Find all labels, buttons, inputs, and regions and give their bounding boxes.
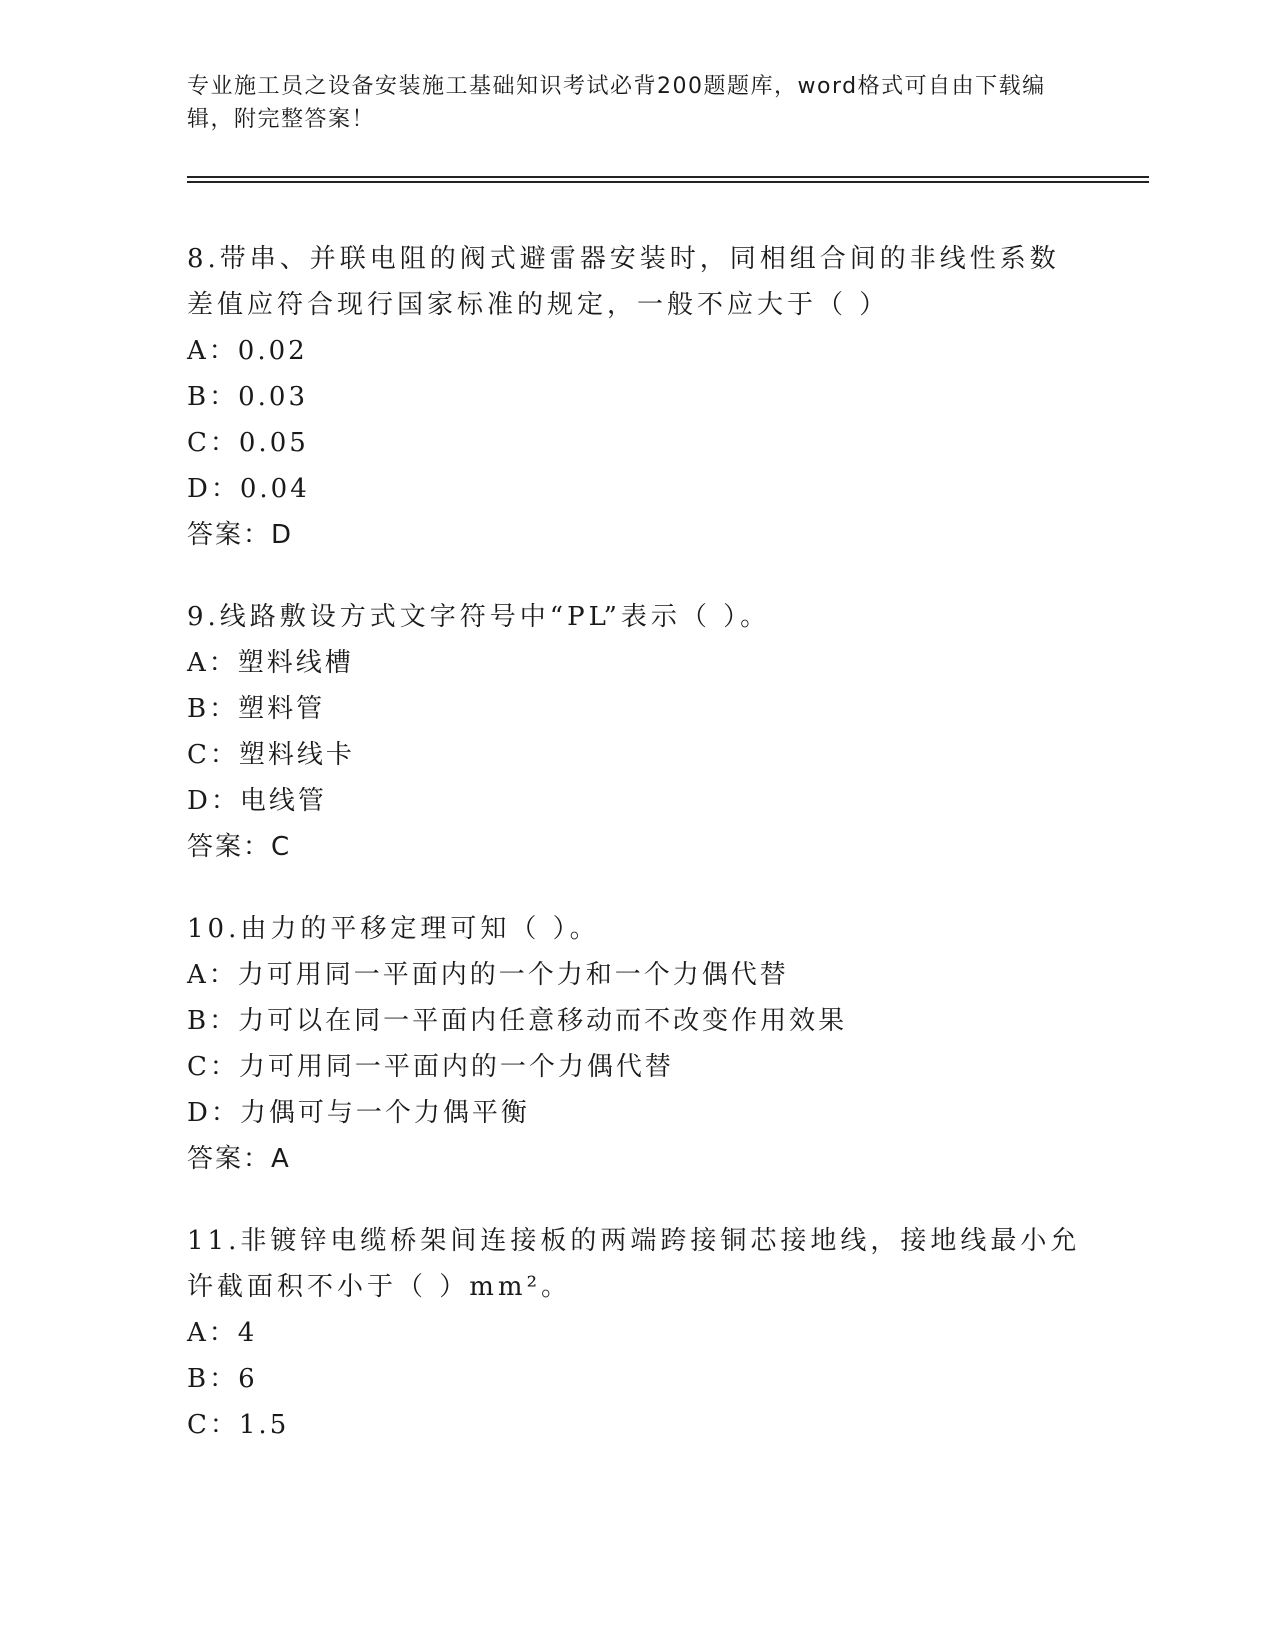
option-b: B：塑料管 <box>187 694 326 724</box>
option-c: C：1.5 <box>187 1410 290 1440</box>
option-d: D：电线管 <box>187 786 327 816</box>
answer-line: 答案：C <box>187 832 292 862</box>
answer-line: 答案：D <box>187 520 294 550</box>
question-list <box>187 236 1087 1484</box>
question-text: 11.非镀锌电缆桥架间连接板的两端跨接铜芯接地线，接地线最小允许截面积不小于（ ）mm²。 <box>187 1226 1081 1302</box>
question-10 <box>187 906 1087 1182</box>
option-c: C：0.05 <box>187 428 309 458</box>
question-8 <box>187 236 1087 558</box>
option-a: A：4 <box>187 1318 258 1348</box>
question-9 <box>187 594 1087 870</box>
option-c: C：力可用同一平面内的一个力偶代替 <box>187 1052 674 1082</box>
header-divider-bottom <box>187 181 1149 183</box>
header-divider-top <box>187 176 1149 178</box>
option-b: B：6 <box>187 1364 258 1394</box>
option-a: A：塑料线槽 <box>187 648 354 678</box>
answer-line: 答案：A <box>187 1144 291 1174</box>
option-a: A：力可用同一平面内的一个力和一个力偶代替 <box>187 960 789 990</box>
question-11 <box>187 1218 1087 1448</box>
option-b: B：力可以在同一平面内任意移动而不改变作用效果 <box>187 1006 848 1036</box>
question-text: 8.带串、并联电阻的阀式避雷器安装时，同相组合间的非线性系数差值应符合现行国家标准的规定，一般不应大于（ ） <box>187 244 1060 320</box>
question-text: 10.由力的平移定理可知（ ）。 <box>187 914 600 944</box>
option-b: B：0.03 <box>187 382 308 412</box>
option-a: A：0.02 <box>187 336 308 366</box>
document-header: 专业施工员之设备安装施工基础知识考试必背200题题库，word格式可自由下载编辑，附完整答案！ <box>187 74 1046 132</box>
option-d: D：0.04 <box>187 474 310 504</box>
question-text: 9.线路敷设方式文字符号中“PL”表示（ ）。 <box>187 602 771 632</box>
option-d: D：力偶可与一个力偶平衡 <box>187 1098 530 1128</box>
option-c: C：塑料线卡 <box>187 740 355 770</box>
